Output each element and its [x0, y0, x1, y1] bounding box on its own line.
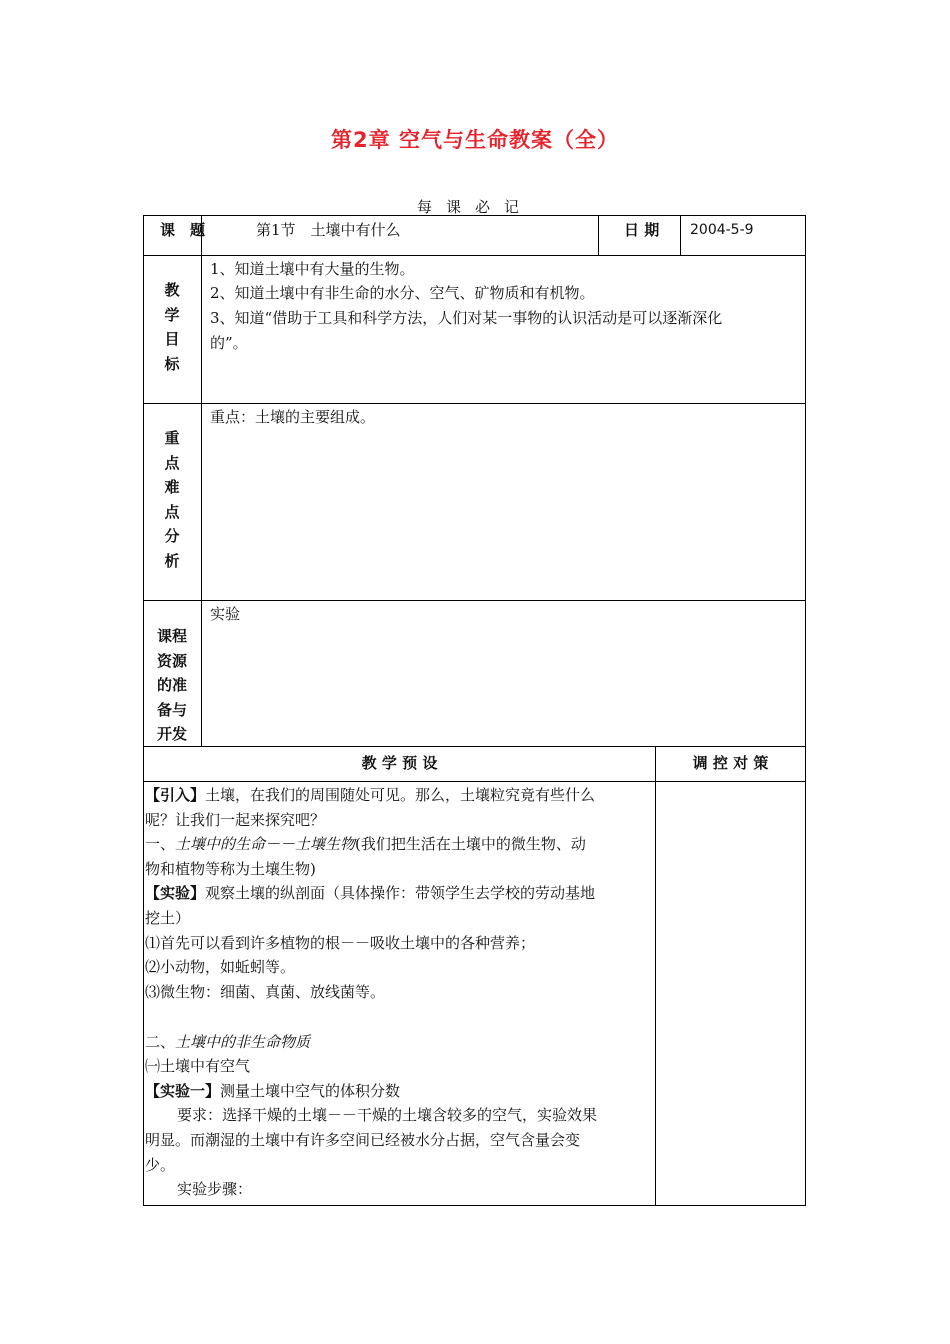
focus-text: 重点：土壤的主要组成。 [210, 408, 376, 426]
teach-line-8: ⑵小动物，如蚯蚓等。 [145, 958, 296, 976]
teach-line-12: 【实验一】测量土壤中空气的体积分数 [145, 1082, 401, 1100]
goal-line-1: 1、知道土壤中有大量的生物。 [210, 260, 415, 278]
document-title: 第2章 空气与生命教案（全） [331, 128, 619, 152]
topic-label: 课 题 [160, 221, 206, 239]
teach-line-2: 呢？让我们一起来探究吧？ [145, 811, 326, 829]
teach-line-10: 二、土壤中的非生命物质 [145, 1033, 311, 1051]
teach-line-3: 一、土壤中的生命－－土壤生物(我们把生活在土壤中的微生物、动 [145, 835, 586, 853]
resources-label: 课程 资源 的准 备与 开发 [156, 627, 187, 744]
goals-label: 教 学 目 标 [164, 281, 180, 373]
date-value: 2004-5-9 [690, 222, 754, 238]
teach-line-11: ㈠土壤中有空气 [145, 1057, 251, 1075]
teach-line-7: ⑴首先可以看到许多植物的根－－吸收土壤中的各种营养； [145, 934, 536, 952]
teach-line-16: 实验步骤： [177, 1180, 253, 1198]
strategy-content-cell [655, 781, 806, 1206]
goal-line-4: 的”。 [210, 334, 248, 352]
experiment-one-tag: 【实验一】 [145, 1082, 221, 1100]
experiment-tag: 【实验】 [145, 884, 206, 902]
goal-line-3: 3、知道“借助于工具和科学方法，人们对某一事物的认识活动是可以逐渐深化 [210, 309, 723, 327]
teach-line-9: ⑶微生物：细菌、真菌、放线菌等。 [145, 983, 386, 1001]
teach-line-5: 【实验】观察土壤的纵剖面（具体操作：带领学生去学校的劳动基地 [145, 884, 596, 902]
document-subtitle: 每课必记 [416, 198, 533, 216]
teach-line-1: 【引入】土壤，在我们的周围随处可见。那么，土壤粒究竟有些什么 [145, 786, 596, 804]
date-label: 日 期 [624, 221, 660, 239]
teaching-header-right: 调 控 对 策 [692, 754, 769, 772]
teach-line-6: 挖土） [145, 909, 191, 927]
teach-line-13: 要求：选择干燥的土壤－－干燥的土壤含较多的空气，实验效果 [177, 1106, 598, 1124]
focus-label: 重 点 难 点 分 析 [164, 429, 180, 570]
focus-content-cell [201, 403, 806, 601]
teach-line-15: 少。 [145, 1156, 176, 1174]
teaching-header-left: 教 学 预 设 [361, 754, 438, 772]
topic-value: 第1节 土壤中有什么 [256, 221, 401, 239]
resources-text: 实验 [210, 605, 241, 623]
intro-tag: 【引入】 [145, 786, 206, 804]
teach-line-4: 物和植物等称为土壤生物) [145, 860, 316, 878]
teach-line-14: 明显。而潮湿的土壤中有许多空间已经被水分占据，空气含量会变 [145, 1131, 581, 1149]
resources-content-cell [201, 600, 806, 747]
goal-line-2: 2、知道土壤中有非生命的水分、空气、矿物质和有机物。 [210, 284, 595, 302]
